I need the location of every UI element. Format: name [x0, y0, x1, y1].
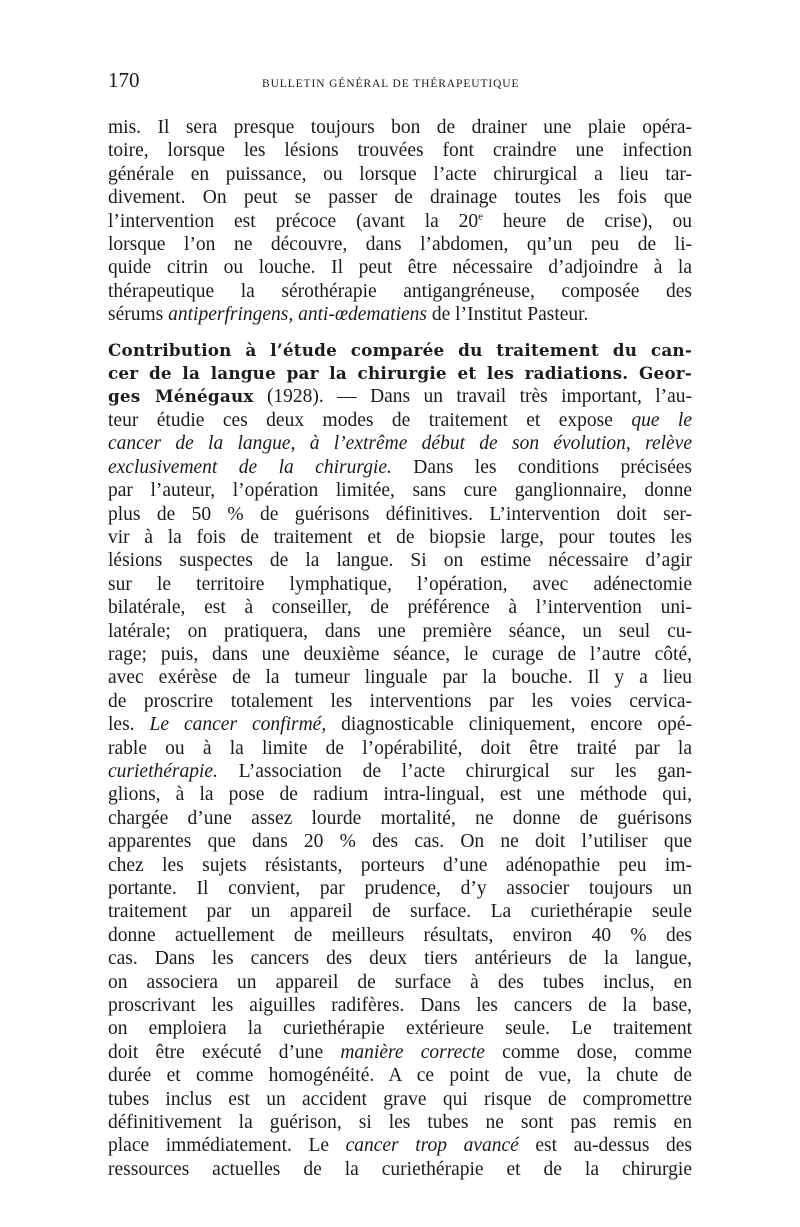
paragraph-cancer-langue	[108, 339, 692, 1182]
text-line: définitivement la guérison, si les tubes ne sont pas remis en	[108, 1112, 692, 1134]
text-line: thérapeutique la sérothérapie antigangréneuse, composée des	[108, 280, 692, 302]
text-line: l’intervention est précoce (avant la 20e heure de crise), ou	[108, 210, 692, 232]
text-line: place immédiatement. Le cancer trop avancé est au-dessus des	[108, 1135, 692, 1157]
superscript: e	[478, 210, 484, 223]
text-line: lésions suspectes de la langue. Si on estime nécessaire d’agir	[108, 550, 692, 572]
running-title: BULLETIN GÉNÉRAL DE THÉRAPEUTIQUE	[262, 78, 520, 90]
text-line: générale en puissance, ou lorsque l’acte chirurgical a lieu tar-	[108, 163, 692, 185]
text-line: glions, à la pose de radium intra-lingual, est une méthode qui,	[108, 784, 692, 806]
text-line: plus de 50 % de guérisons définitives. L’intervention doit ser-	[108, 503, 692, 525]
paragraph-drainage	[108, 116, 692, 327]
text-line: curiethérapie. L’association de l’acte chirurgical sur les gan-	[108, 760, 692, 782]
text-line: ressources actuelles de la curiethérapie et de la chirurgie	[108, 1158, 692, 1180]
text-line: tubes inclus est un accident grave qui risque de compromettre	[108, 1088, 692, 1110]
text-line: bilatérale, est à conseiller, de préférence à l’intervention uni-	[108, 597, 692, 619]
article-title-line: Contribution à l’étude comparée du traitement du can-	[108, 339, 692, 360]
text-line: donne actuellement de meilleurs résultats, environ 40 % des	[108, 924, 692, 946]
text-line: exclusivement de la chirurgie. Dans les conditions précisées	[108, 456, 692, 478]
text-line: on associera un appareil de surface à des tubes inclus, en	[108, 971, 692, 993]
text-line: ges Ménégaux (1928). — Dans un travail très important, l’au-	[108, 386, 693, 408]
text-line: de proscrire totalement les interventions par les voies cervica-	[108, 690, 692, 712]
text-line: apparentes que dans 20 % des cas. On ne doit l’utiliser que	[108, 831, 692, 853]
author-name: ges Ménégaux	[108, 386, 254, 407]
text-line: doit être exécuté d’une manière correcte comme dose, comme	[108, 1041, 692, 1063]
text-line: vir à la fois de traitement et de biopsie large, pour toutes les	[108, 526, 692, 548]
text-line: chez les sujets résistants, porteurs d’une adénopathie peu im-	[108, 854, 692, 876]
running-header	[108, 68, 692, 102]
text-line: les. Le cancer confirmé, diagnosticable cliniquement, encore opé-	[108, 714, 692, 736]
text-line: sérums antiperfringens, anti-œdematiens de l’Institut Pasteur.	[108, 304, 589, 326]
text-line: lorsque l’on ne découvre, dans l’abdomen, qu’un peu de li-	[108, 234, 692, 256]
text-line: portante. Il convient, par prudence, d’y associer toujours un	[108, 878, 692, 899]
text-line: mis. Il sera presque toujours bon de drainer une plaie opéra-	[108, 117, 692, 138]
page-number: 170	[108, 68, 140, 92]
text-line: chargée d’une assez lourde mortalité, ne donne de guérisons	[108, 807, 692, 829]
text-line: rage; puis, dans une deuxième séance, le curage de l’autre côté,	[108, 643, 692, 665]
text-line: rable ou à la limite de l’opérabilité, doit être traité par la	[108, 737, 692, 759]
text-line: avec exérèse de la tumeur linguale par la bouche. Il y a lieu	[108, 667, 692, 689]
text-line: proscrivant les aiguilles radifères. Dans les cancers de la base,	[108, 995, 692, 1017]
text-line: durée et comme homogénéité. A ce point de vue, la chute de	[108, 1065, 692, 1087]
text-line: quide citrin ou louche. Il peut être nécessaire d’adjoindre à la	[108, 257, 692, 279]
article-title-line: cer de la langue par la chirurgie et les radiations. Geor-	[108, 363, 692, 384]
text-line: on emploiera la curiethérapie extérieure seule. Le traitement	[108, 1018, 692, 1040]
text-line: cancer de la langue, à l’extrême début de son évolution, relève	[108, 433, 692, 455]
text-line: toire, lorsque les lésions trouvées font craindre une infection	[108, 140, 692, 162]
text-line: divement. On peut se passer de drainage toutes les fois que	[108, 187, 692, 209]
text-line: cas. Dans les cancers des deux tiers antérieurs de la langue,	[108, 948, 692, 970]
text-line: sur le territoire lymphatique, l’opération, avec adénectomie	[108, 573, 692, 595]
text-line: traitement par un appareil de surface. La curiethérapie seule	[108, 901, 692, 923]
page	[108, 68, 692, 1181]
text-line: par l’auteur, l’opération limitée, sans cure ganglionnaire, donne	[108, 480, 692, 502]
text-line: latérale; on pratiquera, dans une première séance, un seul cu-	[108, 620, 692, 642]
text-line: teur étudie ces deux modes de traitement et expose que le	[108, 409, 692, 431]
